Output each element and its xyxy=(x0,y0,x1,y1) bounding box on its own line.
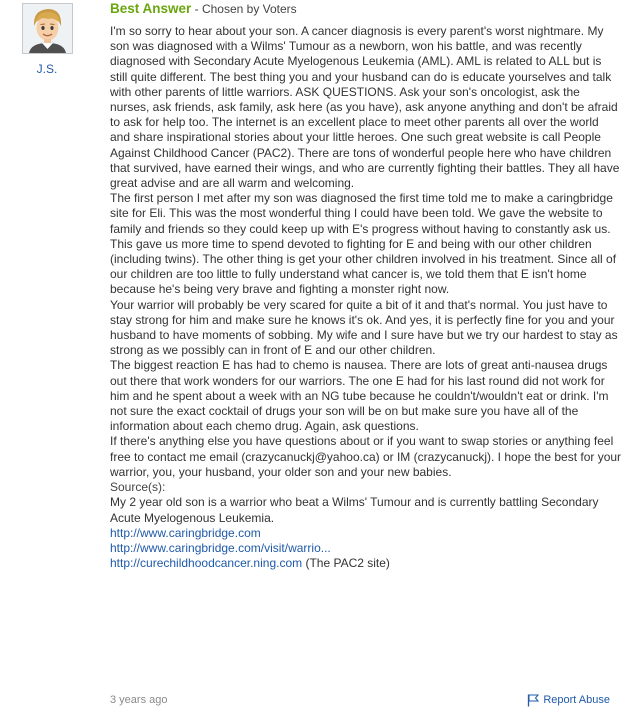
answer-paragraph: I'm so sorry to hear about your son. A cancer diagnosis is every parent's worst nightmare. My son was diagnosed with a Wilms' Tumour as a newborn, won his battle, and was recently diagnosed with Secondary Acute Myelogenous Leukemia (AML). AML is related to ALL but is still quite different. The best thing you and your husband can do is educate yourselves and talk with other parents of little warriors. ASK QUESTIONS. Ask your son's oncologist, ask the nurses, ask friends, ask family, ask here (as you have), ask anyone anything and don't be afraid to ask for help too. The internet is an excellent place to meet other parents all over the world and share inspirational stories about your little heroes. One such great website is call People Against Childhood Cancer (PAC2). There are tons of wonderful people here who have children that survived, have earned their wings, and who are currently fighting their battles. They all have great advise and are all warm and welcoming. xyxy=(110,24,620,191)
source-link[interactable]: http://www.caringbridge.com/visit/warrio... xyxy=(110,540,331,555)
username-link[interactable]: J.S. xyxy=(36,62,58,76)
source-link[interactable]: http://curechildhoodcancer.ning.com xyxy=(110,556,303,571)
timestamp: 3 years ago xyxy=(110,694,168,706)
avatar-icon xyxy=(23,4,72,53)
answer-panel xyxy=(110,0,630,571)
source-link-row xyxy=(110,556,622,571)
answer-paragraph: If there's anything else you have questions about or if you want to swap stories or anything feel free to contact me email (crazycanuckj@yahoo.ca) or IM (crazycanuckj). I hope the best for your warrior, you, your husband, your older son and your new babies. xyxy=(110,434,622,479)
chosen-by-label: - Chosen by Voters xyxy=(191,2,297,16)
sources-label: Source(s): xyxy=(110,480,166,495)
best-answer-label: Best Answer xyxy=(110,1,192,16)
source-note: (The PAC2 site) xyxy=(302,556,390,571)
answer-footer xyxy=(110,692,610,708)
avatar[interactable] xyxy=(22,3,73,54)
answer-paragraph: The first person I met after my son was diagnosed the first time told me to make a caringbridge site for Eli. This was the most wonderful thing I could have been told. We gave the website to family and friends so they could keep up with E's progress without having to constantly ask us. This gave us more time to spend devoted to fighting for E and being with our other children (including twins). The other thing is get your other children involved in his treatment. Since all of our children are too little to fully understand what cancer is, we told them that E isn't home because he's being very brave and fighting a monster right now. xyxy=(110,191,617,297)
flag-icon xyxy=(527,694,539,707)
report-abuse-button[interactable] xyxy=(527,692,610,708)
source-link[interactable]: http://www.caringbridge.com xyxy=(110,525,261,540)
answer-header xyxy=(110,0,630,18)
answer-paragraph: Your warrior will probably be very scared for quite a bit of it and that's normal. You just have to stay strong for him and make sure he knows it's ok. And yes, it is perfectly fine for you and your husband to have moments of sobbing. My wife and I sure have but we try our hardest to stay as strong as we possibly can in front of E and our other children. xyxy=(110,297,618,358)
sources-text: My 2 year old son is a warrior who beat a Wilms' Tumour and is currently battling Secondary Acute Myelogenous Leukemia. xyxy=(110,495,599,525)
answer-body xyxy=(110,24,622,571)
answer-paragraph: The biggest reaction E has had to chemo is nausea. There are lots of great anti-nausea drugs out there that work wonders for our warriors. The one E had for his last round did not work for him and he spent about a week with an NG tube because he couldn't/wouldn't eat or drink. I'm not sure the exact cocktail of drugs your son will be on but make sure you have all of the information about each chemo drug. Again, ask questions. xyxy=(110,358,609,434)
report-abuse-label: Report Abuse xyxy=(543,694,610,706)
